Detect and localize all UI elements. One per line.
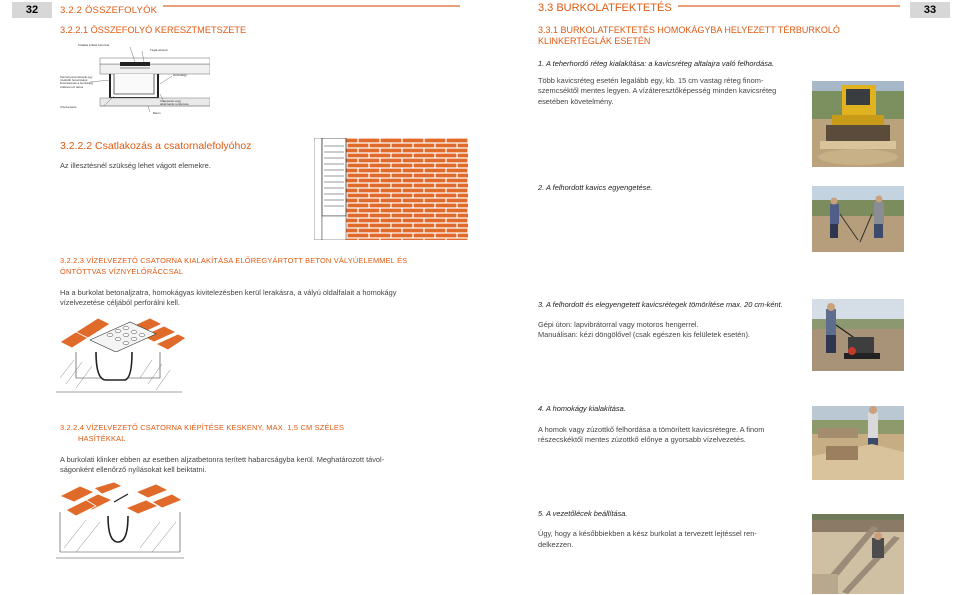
step3-text-line2: Manuálisan: kézi döngölővel (csak egészen kis felületek esetén). (538, 330, 750, 339)
photo-sand-bed (812, 406, 904, 480)
step4-text-line1: A homok vagy zúzottkő felhordása a tömörített kavicsrétegre. A finom (538, 425, 765, 434)
title-3221: 3.2.2.1 ÖSSZEFOLYÓ KERESZTMETSZETE (60, 25, 247, 35)
step3-caption: 3. A felhordott és elegyengetett kavicsrétegek tömörítése max. 20 cm-ként. (538, 300, 783, 309)
step1-text-line1: Több kavicsréteg esetén legalább egy, kb. 15 cm vastag réteg finom- (538, 76, 764, 85)
step1-caption: 1. A teherhordó réteg kialakítása: a kavicsréteg altalajra való felhordása. (538, 59, 775, 68)
step4-text-line2: részecskéktől mentes zúzottkő előnye a gyorsabb vízelvezetés. (538, 435, 746, 444)
step1-text-line2: szemcséktől mentes legyen. A vízáteresztőképesség minden kavicsréteg (538, 86, 777, 95)
title-3224-line1: 3.2.2.4 VÍZELVEZETŐ CSATORNA KIÉPÍTÉSE KESKENY, MAX. 1,5 CM SZÉLES (60, 423, 345, 432)
label-left-low: Vízelvezetés (60, 105, 77, 109)
page-number-right: 33 (910, 2, 950, 18)
text-3223-line2: vízelvezetése céljából perforálni kell. (60, 298, 180, 307)
title-33: 3.3 BURKOLATFEKTETÉS (538, 2, 678, 14)
step3-text-line1: Gépi úton: lapvibrátorral vagy motoros hengerrel. (538, 320, 699, 329)
step2-caption: 2. A felhordott kavics egyengetése. (538, 183, 653, 192)
label-bottom: Beton (153, 111, 161, 115)
title-3224-line2: HASÍTÉKKAL (78, 434, 126, 443)
page-number-left: 32 (12, 2, 52, 18)
step4-caption: 4. A homokágy kialakítása. (538, 404, 626, 413)
text-3222: Az illesztésnél szükség lehet vágott elemekre. (60, 161, 211, 170)
label-top-left: Kiváltás szilárd betonnal (78, 43, 110, 47)
label-right-mid: Homokágy (173, 73, 187, 77)
photo-guide-rails (812, 514, 904, 594)
slot-channel-drawing (56, 482, 186, 562)
photo-compactor (812, 299, 904, 371)
step5-text-line2: delkezzen. (538, 540, 574, 549)
step1-text-line3: esetében követelmény. (538, 97, 614, 106)
step5-text-line1: Úgy, hogy a későbbiekben a kész burkolat a tervezett lejtéssel ren- (538, 529, 757, 538)
title-3223: 3.2.2.3 VÍZELVEZETŐ CSATORNA KIALAKÍTÁSA ELŐREGYÁRTOTT BETON VÁLYÚELEMMEL ÉS ÖNTÖTTVAS VÍZNYELŐRÁCCSAL (60, 256, 408, 276)
title-3222: 3.2.2.2 Csatlakozás a csatornalefolyóhoz (60, 140, 252, 152)
label-left: Kiemelt peremköveik egy rövidebb hosszúságú kivezetésnek a homokágy szélével ezt tartva (60, 75, 94, 89)
label-right-low: Csappantó vagy alkalmazás rendezése (160, 99, 189, 107)
brick-wall-grate-drawing (314, 138, 468, 240)
title-331-line2: KLINKERTÉGLÁK ESETÉN (538, 36, 651, 46)
channel-grate-drawing (56, 318, 186, 396)
photo-raking (812, 186, 904, 252)
text-3223-line1: Ha a burkolat betonaljzatra, homokágyas kivitelezésben kerül lerakásra, a vályú oldalfalait a homokágy (60, 288, 397, 297)
text-3224-line1: A burkolati klinker ebben az esetben aljzatbetonra terített habarcságyba kerül. Meghatározott távol- (60, 455, 385, 464)
title-331-line1: 3.3.1 BURKOLATFEKTETÉS HOMOKÁGYBA HELYEZETT TÉRBURKOLÓ (538, 25, 840, 35)
label-top-mid: Tégla-alvonal (150, 48, 168, 52)
text-3224-line2: ságonként ellenőrző nyílásokat kell beiktatni. (60, 465, 207, 474)
photo-excavator (812, 81, 904, 167)
section-header-text: 3.2.2 ÖSSZEFOLYÓK (60, 5, 158, 16)
step5-caption: 5. A vezetőlécek beállítása. (538, 509, 628, 518)
cross-section-diagram (60, 40, 210, 122)
section-header-322 (60, 4, 163, 16)
